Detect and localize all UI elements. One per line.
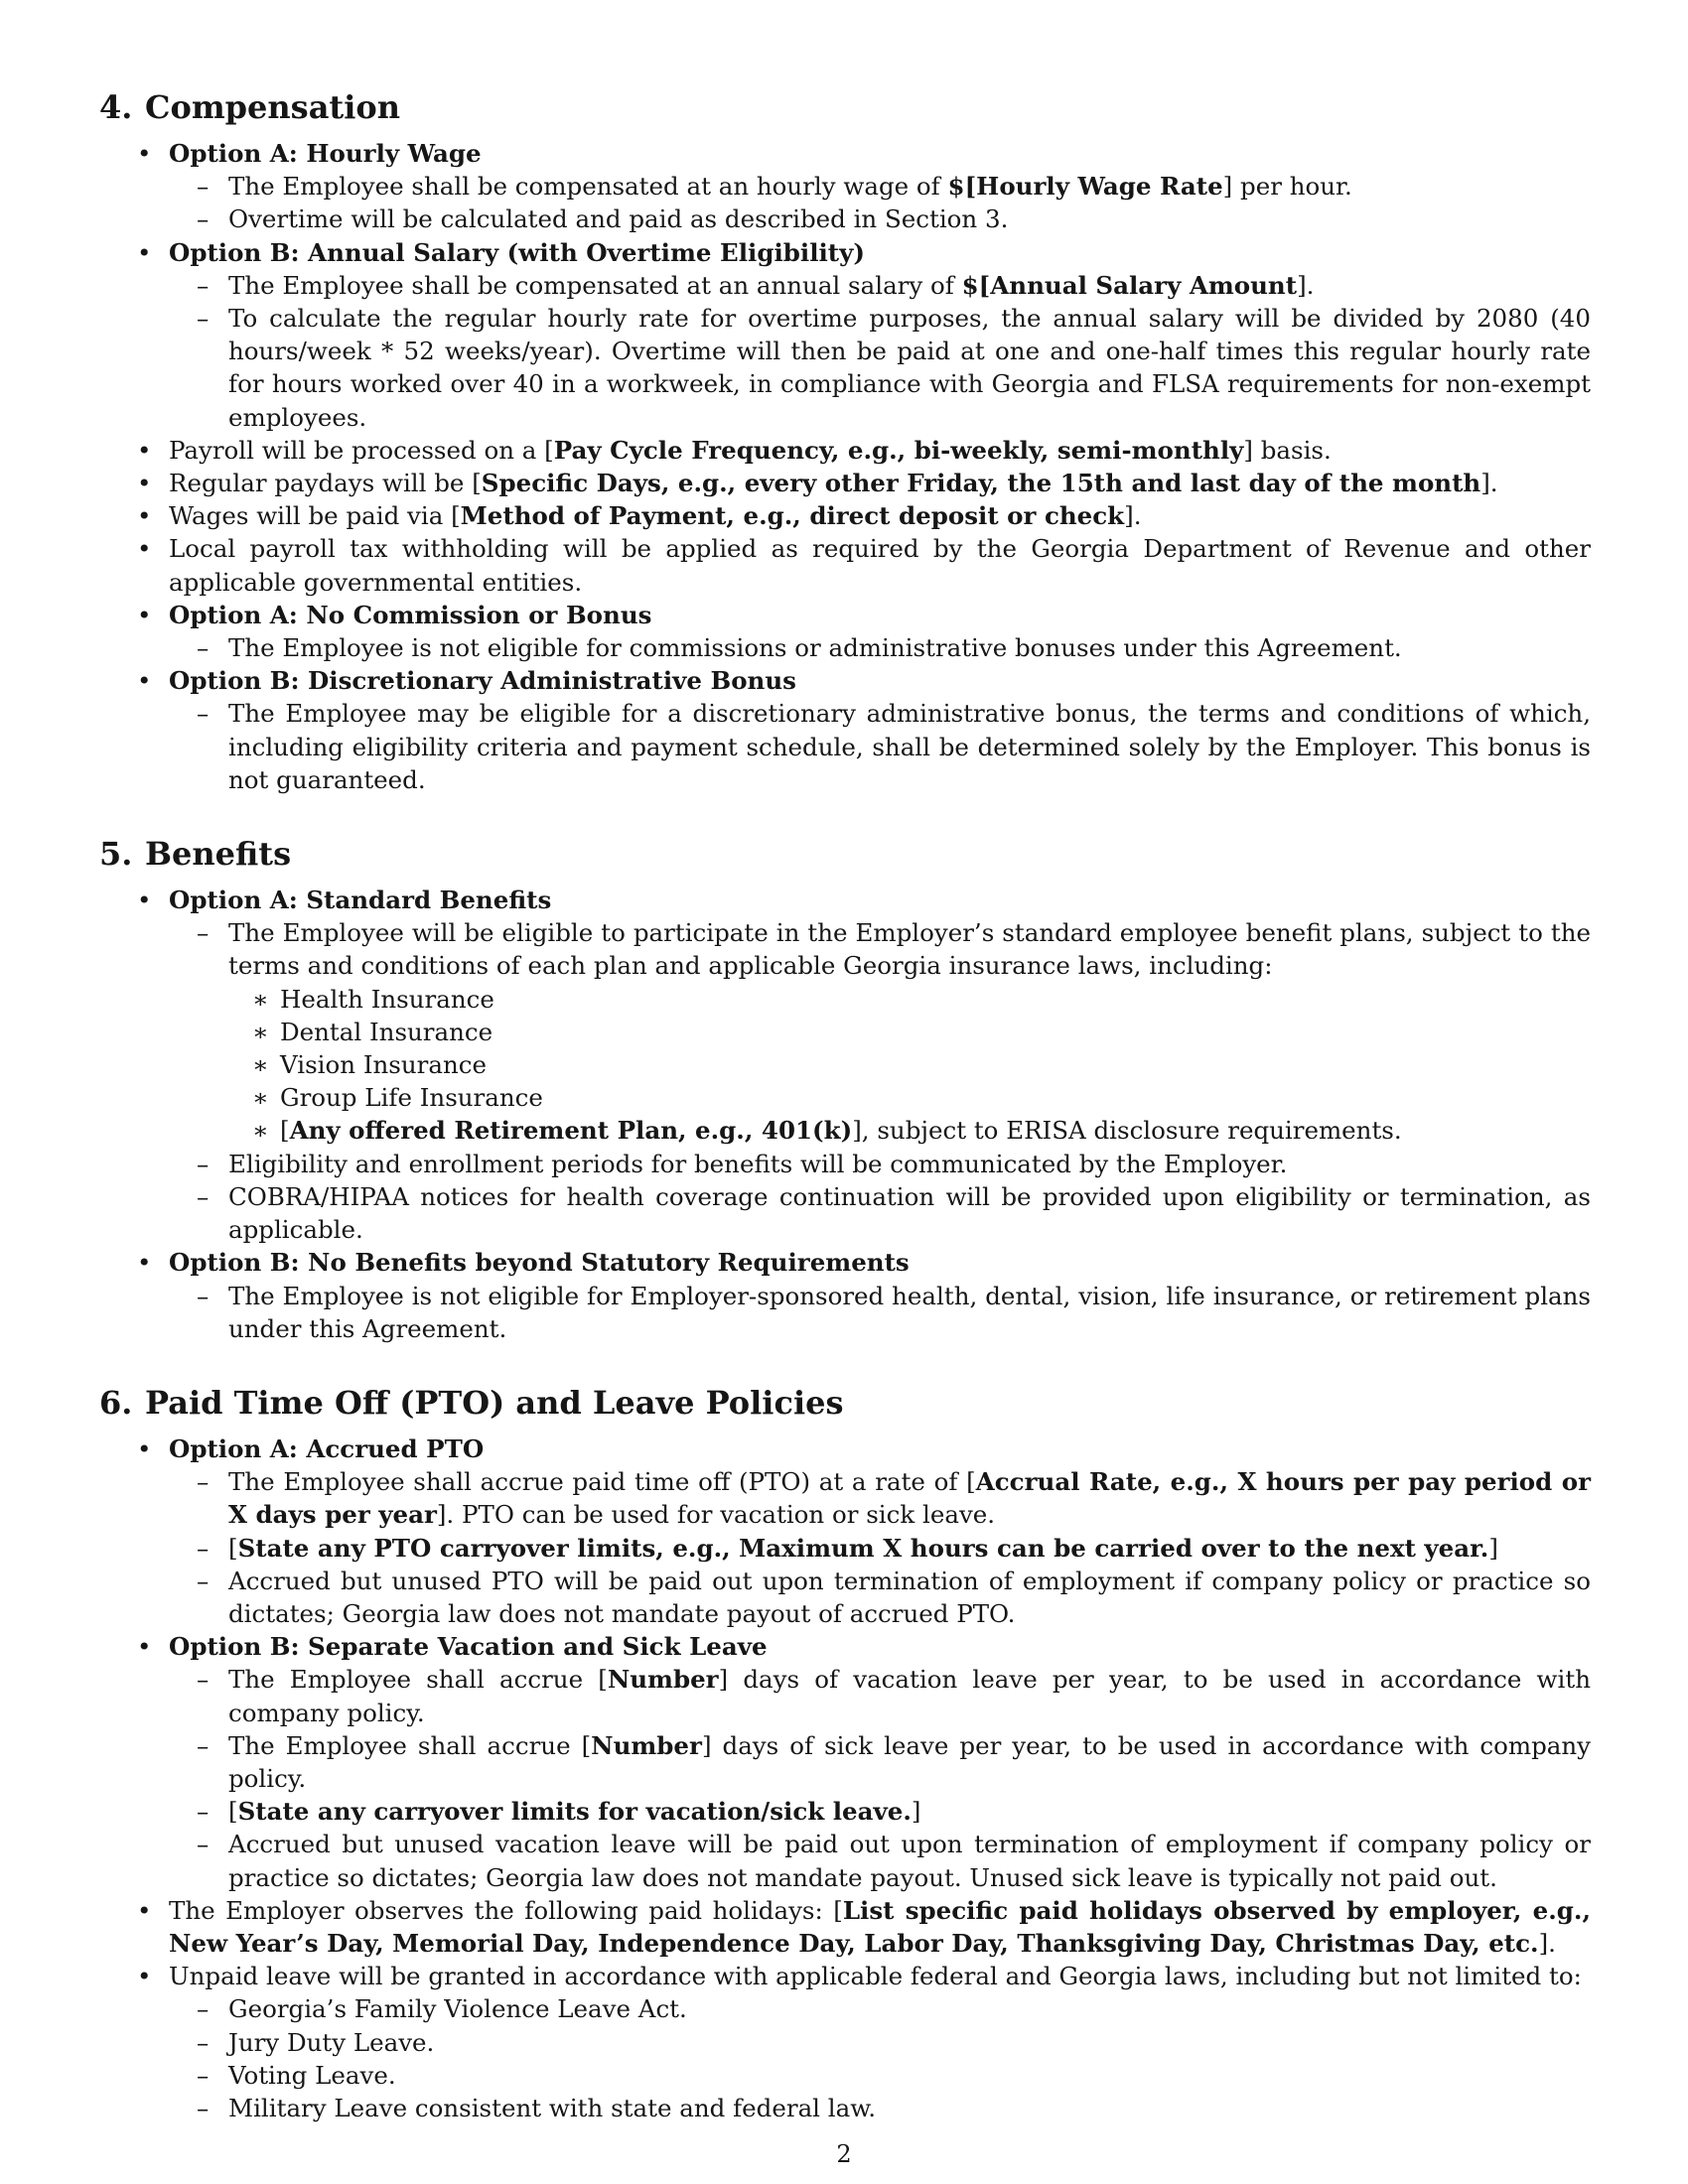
text-run: The Employee shall accrue paid time off (PTO) at a rate of [: [228, 1467, 976, 1497]
bullet-list: [99, 884, 1591, 1345]
text-run: Overtime will be calculated and paid as described in Section 3.: [228, 205, 1009, 234]
sub-list-item: [228, 1016, 1591, 1048]
text-run: The Employer observes the following paid holidays: [: [169, 1895, 843, 1925]
dash-sublist: [169, 170, 1591, 235]
bold-text-run: Option B: Annual Salary (with Overtime Eligibility): [169, 237, 865, 267]
list-item: [99, 1433, 1591, 1630]
text-run: Regular paydays will be [: [169, 469, 482, 498]
section-number: 5.: [99, 835, 133, 874]
bold-text-run: Specific Days, e.g., every other Friday, the 15th and last day of the month: [481, 469, 1481, 498]
dash-sublist: [169, 631, 1591, 664]
text-run: Georgia’s Family Violence Leave Act.: [228, 1994, 687, 2024]
text-run: Military Leave consistent with state and federal law.: [228, 2093, 877, 2122]
text-run: The Employee may be eligible for a discretionary administrative bonus, the terms and conditions of which, including eligibility criteria and payment schedule, shall be determined solely by the Employer. This bonus is not guaranteed.: [228, 699, 1591, 794]
item-text: [169, 532, 1591, 598]
text-run: ] basis.: [1243, 435, 1332, 465]
sub-list-item: [169, 1148, 1591, 1180]
text-run: ].: [1538, 1928, 1556, 1958]
list-item: [99, 599, 1591, 664]
item-text: [169, 1246, 1591, 1279]
bold-text-run: Option B: No Benefits beyond Statutory Requirements: [169, 1248, 910, 1278]
sub-list-item: [228, 983, 1591, 1016]
bold-text-run: Option A: Hourly Wage: [169, 139, 482, 168]
sub-list-item: [169, 1280, 1591, 1345]
item-text: [228, 2026, 1591, 2059]
text-run: The Employee shall be compensated at an hourly wage of: [228, 172, 948, 202]
text-run: [: [280, 1116, 290, 1146]
item-text: [169, 499, 1591, 532]
bold-text-run: State any carryover limits for vacation/sick leave.: [237, 1797, 912, 1827]
dash-sublist: [169, 1280, 1591, 1345]
bullet-list: [99, 1433, 1591, 2124]
text-run: ], subject to ERISA disclosure requirements.: [852, 1116, 1402, 1146]
sub-list-item: [169, 1729, 1591, 1795]
bold-text-run: Any offered Retirement Plan, e.g., 401(k): [289, 1116, 853, 1146]
text-run: Dental Insurance: [280, 1017, 493, 1046]
text-run: Group Life Insurance: [280, 1083, 543, 1113]
item-text: [228, 916, 1591, 982]
item-text: [169, 1433, 1591, 1465]
item-text: [280, 1114, 1591, 1147]
text-run: The Employee is not eligible for commissions or administrative bonuses under this Agreement.: [228, 633, 1402, 663]
bold-text-run: $[Annual Salary Amount: [961, 270, 1298, 300]
item-text: [228, 203, 1591, 235]
text-run: Unpaid leave will be granted in accordance with applicable federal and Georgia laws, including but not limited to:: [169, 1962, 1582, 1991]
bold-text-run: $[Hourly Wage Rate: [947, 172, 1223, 202]
list-item: [99, 1960, 1591, 2124]
sub-list-item: [169, 1795, 1591, 1828]
sub-list-item: [228, 1114, 1591, 1147]
section: [99, 87, 1591, 796]
text-run: Local payroll tax withholding will be applied as required by the Georgia Department of Revenue and other applicable governmental entities.: [169, 534, 1591, 597]
document-page: [99, 87, 1591, 2124]
page-number: 2: [836, 2140, 852, 2168]
section-number: 4.: [99, 88, 133, 126]
item-text: [169, 1894, 1591, 1960]
dash-sublist: [169, 916, 1591, 1246]
dash-sublist: [169, 697, 1591, 796]
text-run: Wages will be paid via [: [169, 501, 461, 531]
sub-list-item: [169, 1565, 1591, 1630]
bold-text-run: Option A: Accrued PTO: [169, 1433, 485, 1463]
text-run: Jury Duty Leave.: [228, 2027, 435, 2057]
item-text: [228, 170, 1591, 203]
sub-list-item: [169, 1465, 1591, 1531]
text-run: ].: [1297, 270, 1315, 300]
text-run: The Employee shall be compensated at an annual salary of: [228, 270, 962, 300]
text-run: Accrued but unused vacation leave will be paid out upon termination of employment if company policy or practice so dictates; Georgia law does not mandate payout. Unused sick leave is typically not paid out.: [228, 1830, 1591, 1892]
text-run: The Employee shall accrue [: [228, 1665, 608, 1695]
text-run: Voting Leave.: [228, 2060, 396, 2090]
item-text: [280, 983, 1591, 1016]
list-item: [99, 532, 1591, 598]
text-run: ]: [1488, 1533, 1498, 1563]
bold-text-run: State any PTO carryover limits, e.g., Maximum X hours can be carried over to the next year.: [237, 1533, 1489, 1563]
item-text: [169, 467, 1591, 499]
item-text: [228, 1795, 1591, 1828]
section-title: Paid Time Off (PTO) and Leave Policies: [145, 1383, 844, 1422]
item-text: [280, 1081, 1591, 1114]
item-text: [169, 137, 1591, 170]
section-title: Benefits: [145, 835, 292, 874]
item-text: [228, 697, 1591, 796]
item-text: [228, 631, 1591, 664]
item-text: [228, 269, 1591, 302]
item-text: [280, 1016, 1591, 1048]
bold-text-run: Pay Cycle Frequency, e.g., bi-weekly, semi-monthly: [553, 435, 1244, 465]
sub-list-item: [169, 170, 1591, 203]
list-item: [99, 137, 1591, 236]
item-text: [228, 302, 1591, 434]
bold-text-run: Number: [591, 1730, 702, 1760]
item-text: [169, 1630, 1591, 1663]
sub-list-item: [169, 1180, 1591, 1246]
section-heading: [99, 87, 1591, 127]
sub-list-item: [169, 1992, 1591, 2025]
sub-list-item: [169, 2059, 1591, 2092]
item-text: [228, 1729, 1591, 1795]
asterisk-sublist: [228, 983, 1591, 1148]
bold-text-run: Option B: Separate Vacation and Sick Leave: [169, 1632, 768, 1662]
list-item: [99, 1894, 1591, 1960]
text-run: Health Insurance: [280, 984, 494, 1014]
sub-list-item: [169, 2092, 1591, 2124]
text-run: [: [228, 1533, 238, 1563]
list-item: [99, 236, 1591, 434]
section-number: 6.: [99, 1383, 133, 1422]
section-heading: [99, 834, 1591, 874]
item-text: [228, 1565, 1591, 1630]
dash-sublist: [169, 1663, 1591, 1893]
text-run: Vision Insurance: [280, 1050, 487, 1080]
section: [99, 1383, 1591, 2124]
text-run: ].: [1124, 501, 1142, 531]
text-run: ].: [1480, 469, 1498, 498]
item-text: [228, 1465, 1591, 1531]
text-run: [: [228, 1797, 238, 1827]
sub-list-item: [169, 1828, 1591, 1893]
text-run: The Employee will be eligible to participate in the Employer’s standard employee benefit plans, subject to the terms and conditions of each plan and applicable Georgia insurance laws, including:: [228, 918, 1591, 981]
item-text: [169, 236, 1591, 269]
item-text: [228, 1992, 1591, 2025]
sub-list-item: [169, 916, 1591, 1147]
text-run: Eligibility and enrollment periods for benefits will be communicated by the Employer.: [228, 1149, 1288, 1178]
bold-text-run: Number: [607, 1665, 719, 1695]
item-text: [169, 434, 1591, 467]
sub-list-item: [169, 1532, 1591, 1565]
text-run: The Employee is not eligible for Employer-sponsored health, dental, vision, life insurance, or retirement plans under this Agreement.: [228, 1281, 1591, 1343]
text-run: The Employee shall accrue [: [228, 1730, 592, 1760]
section-title: Compensation: [145, 88, 400, 126]
list-item: [99, 1630, 1591, 1894]
sub-list-item: [169, 203, 1591, 235]
sub-list-item: [228, 1081, 1591, 1114]
section-heading: [99, 1383, 1591, 1423]
item-text: [228, 1280, 1591, 1345]
sub-list-item: [169, 2026, 1591, 2059]
bullet-list: [99, 137, 1591, 796]
text-run: Payroll will be processed on a [: [169, 435, 554, 465]
bold-text-run: List specific paid holidays observed by employer, e.g., New Year’s Day, Memorial Day, Independence Day, Labor Day, Thanksgiving Day, Christmas Day, etc.: [169, 1895, 1591, 1958]
list-item: [99, 467, 1591, 499]
list-item: [99, 1246, 1591, 1345]
sub-list-item: [169, 697, 1591, 796]
text-run: COBRA/HIPAA notices for health coverage continuation will be provided upon eligibility or termination, as applicable.: [228, 1181, 1591, 1245]
bold-text-run: Option A: Standard Benefits: [169, 886, 552, 915]
text-run: ]: [911, 1797, 921, 1827]
list-item: [99, 664, 1591, 796]
bold-text-run: Accrual Rate, e.g., X hours per pay period or X days per year: [228, 1467, 1591, 1530]
item-text: [228, 1663, 1591, 1728]
sub-list-item: [228, 1048, 1591, 1081]
item-text: [169, 664, 1591, 697]
text-run: To calculate the regular hourly rate for overtime purposes, the annual salary will be divided by 2080 (40 hours/week * 52 weeks/year). Overtime will then be paid at one and one-half times this regular hourly rate for hours worked over 40 in a workweek, in compliance with Georgia and FLSA requirements for non-exempt employees.: [228, 304, 1591, 432]
item-text: [169, 884, 1591, 916]
text-run: ]. PTO can be used for vacation or sick leave.: [436, 1500, 996, 1530]
dash-sublist: [169, 1465, 1591, 1630]
text-run: ] per hour.: [1222, 172, 1352, 202]
dash-sublist: [169, 1992, 1591, 2124]
item-text: [228, 1148, 1591, 1180]
list-item: [99, 884, 1591, 1246]
sub-list-item: [169, 302, 1591, 434]
sub-list-item: [169, 1663, 1591, 1728]
item-text: [228, 1828, 1591, 1893]
list-item: [99, 499, 1591, 532]
item-text: [228, 1180, 1591, 1246]
item-text: [228, 1532, 1591, 1565]
bold-text-run: Option A: No Commission or Bonus: [169, 600, 652, 629]
sub-list-item: [169, 631, 1591, 664]
item-text: [228, 2092, 1591, 2124]
text-run: ] days of sick leave per year, to be used in accordance with company policy.: [228, 1730, 1591, 1793]
text-run: Accrued but unused PTO will be paid out upon termination of employment if company policy or practice so dictates; Georgia law does not mandate payout of accrued PTO.: [228, 1566, 1591, 1628]
item-text: [228, 2059, 1591, 2092]
item-text: [280, 1048, 1591, 1081]
bold-text-run: Option B: Discretionary Administrative Bonus: [169, 666, 796, 696]
section: [99, 834, 1591, 1345]
bold-text-run: Method of Payment, e.g., direct deposit or check: [460, 501, 1125, 531]
item-text: [169, 1960, 1591, 1992]
sub-list-item: [169, 269, 1591, 302]
dash-sublist: [169, 269, 1591, 434]
item-text: [169, 599, 1591, 631]
list-item: [99, 434, 1591, 467]
text-run: ] days of vacation leave per year, to be used in accordance with company policy.: [228, 1665, 1591, 1727]
